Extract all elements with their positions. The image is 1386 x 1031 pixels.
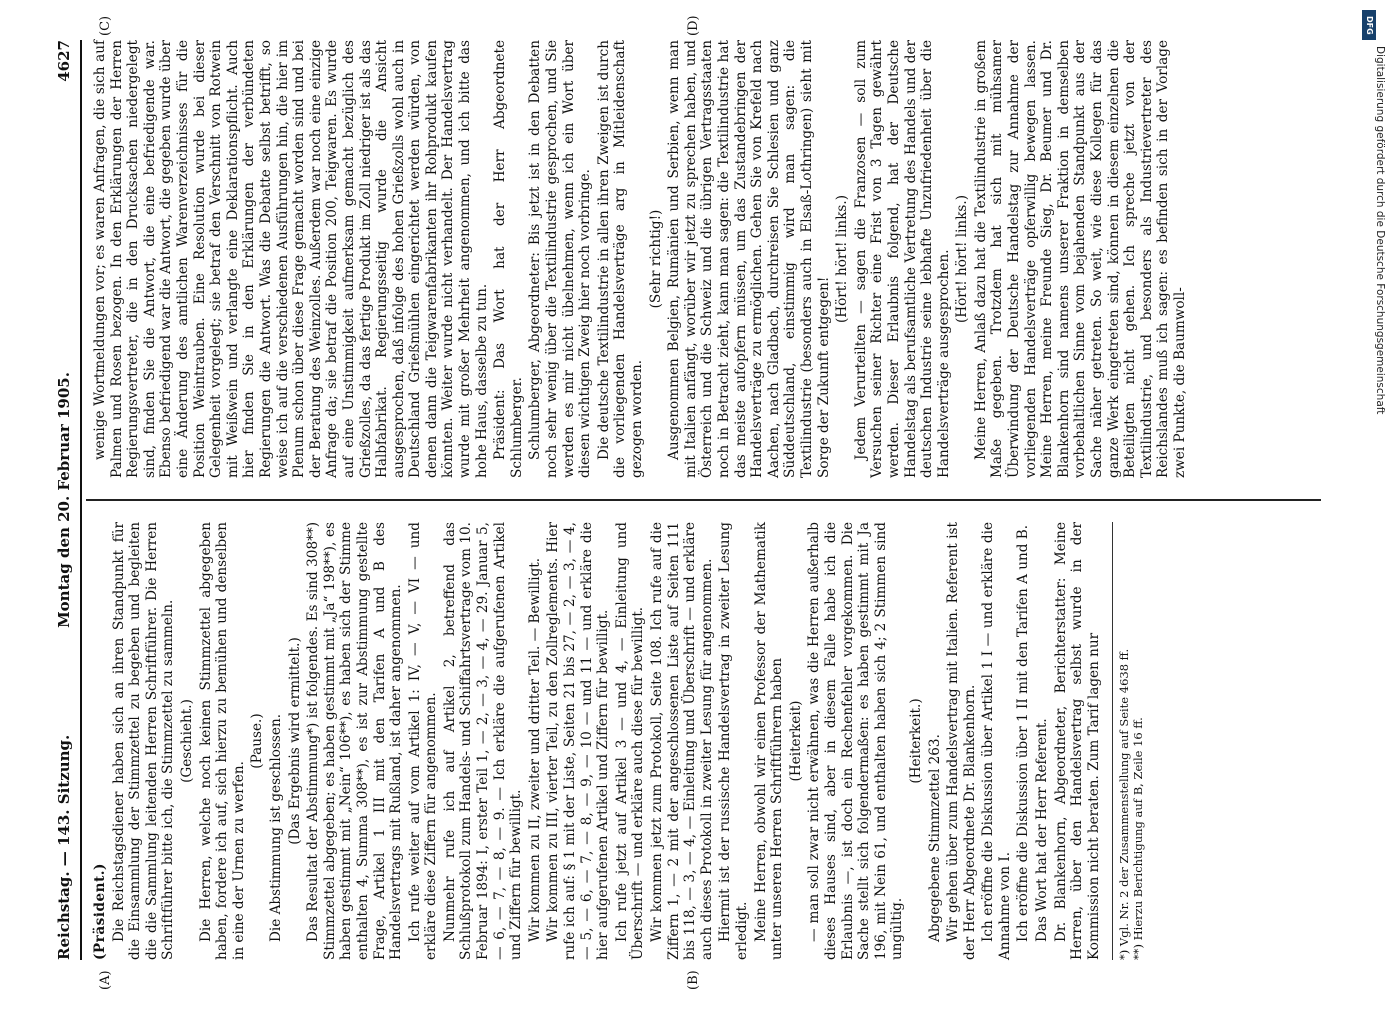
paragraph: (Hört! hört! links.) xyxy=(834,194,851,324)
running-header xyxy=(46,40,82,960)
dfg-credit-text: Digitalisierung gefördert durch die Deutsche Forschungsgemeinschaft xyxy=(1374,46,1386,415)
paragraph: (Sehr richtig!) xyxy=(647,209,664,309)
paragraph: wenige Wortmeldungen vor; es waren Anfragen, die sich auf Palmen und Rosen bezogen. In den Erklärungen der Herren Regierungsvertreter, die in den Drucksachen niedergelegt sind, finden Sie die Antwort, die eine befriedigende war. Ebenso befriedigend war die Antwort, die gegeben wurde über eine Änderung des amtlichen Warenverzeichnisses für die Position Weintrauben. Eine Resolution wurde bei dieser Gelegenheit vorgelegt; sie betraf den Verschnitt von Rotwein mit Weißwein und verlangte eine Deklarationspflicht. Auch hier finden Sie in den Erklärungen der verbündeten Regierungen die Antwort. Was die Debatte selbst betrifft, so weise ich auf die verschiedenen Ausführungen hin, die hier im Plenum schon über diese Frage gemacht worden sind und bei der Beratung des Weinzolles. Außerdem war noch eine einzige Anfrage da; sie betraf die Position 200, Teigwaren. Es wurde auf eine Unstimmigkeit aufmerksam gemacht bezüglich des Grießzolles, da das fertige Produkt im Zoll niedriger ist als das Halbfabrikat. Regierungsseitig wurde die Ansicht ausgesprochen, daß infolge des hohen Grießzolls wohl auch in Deutschland Grießmühlen eingerichtet werden würden, von denen dann die Teigwarenfabrikanten ihr Rohprodukt kaufen könnten. Weiter wurde nicht verhandelt. Der Handelsvertrag wurde mit großer Mehrheit angenommen, und ich bitte das hohe Haus, dasselbe zu tun. xyxy=(92,40,490,478)
paragraph: (Geschieht.) xyxy=(178,699,195,783)
paragraph: (Pause.) xyxy=(249,713,266,769)
rotated-print-page xyxy=(46,15,1336,990)
dfg-logo: DFG xyxy=(1362,10,1376,40)
margin-marker-d: (D) xyxy=(686,15,701,36)
paragraph: Wir gehen über zum Handelsvertrag mit Italien. Referent ist der Herr Abgeordnete Dr. Blankenhorn. xyxy=(945,522,978,960)
paragraph: Ich eröffne die Diskussion über Artikel 1 I — und erkläre die Annahme von I. xyxy=(980,522,1013,960)
left-paragraphs xyxy=(111,522,1103,960)
paragraph: (Hört! hört! links.) xyxy=(954,194,971,324)
column-divider xyxy=(86,499,1321,501)
page-number: 4627 xyxy=(55,40,73,82)
paragraph: (Heiterkeit.) xyxy=(907,698,924,784)
paragraph: Ausgenommen Belgien, Rumänien und Serbien, wenn man mit Italien anfängt, worüber wir jetzt zu sprechen haben, und Österreich und die Schweiz und die übrigen Vertragsstaaten noch in Betracht zieht, kann man sagen: die Textilindustrie hat das meiste aufopfern müssen, um das Zustandebringen der Handelsverträge zu ermöglichen. Gehen Sie von Krefeld nach Aachen, nach Gladbach, durchreisen Sie Schlesien und ganz Süddeutschland, einstimmig wird man sagen: die Textilindustrie (besonders auch in Elsaß-Lothringen) sieht mit Sorge der Zukunft entgegen! xyxy=(666,40,832,478)
paragraph: Ich rufe jetzt auf Artikel 3 — und 4, — Einleitung und Überschrift — und erkläre auch diese für bewilligt. xyxy=(613,522,647,960)
margin-marker-a: (A) xyxy=(98,970,113,990)
paragraph: — man soll zwar nicht erwähnen, was die Herren außerhalb dieses Hauses sind, aber in diesem Falle habe ich die Erlaubnis —, ist doch ein Rechenfehler vorgekommen. Die Sache stellt sich folgendermaßen: es haben gestimmt mit Ja 196, mit Nein 61, und enthalten haben sich 4; 2 Stimmen sind ungültig. xyxy=(806,522,906,960)
right-paragraphs xyxy=(92,40,1189,478)
paragraph: Das Wort hat der Herr Referent. xyxy=(1034,718,1051,942)
paragraph: Wir kommen jetzt zum Protokoll, Seite 108. Ich rufe auf die Ziffern 1, — 2 mit der angeschlossenen Liste auf Seiten 111 bis 118, — 3, — 4, — Einleitung und Überschrift — und erkläre auch dieses Protokoll in zweiter Lesung für angenommen. xyxy=(649,522,715,960)
paragraph: Dr. Blankenhorn, Abgeordneter, Berichterstatter: Meine Herren, über den Handelsvertrag selbst wurde in der Kommission nicht beraten. Zum Tarif lagen nur xyxy=(1052,522,1102,960)
speaker-line: (Präsident.) xyxy=(92,863,108,960)
paragraph: Das Resultat der Abstimmung*) ist folgendes. Es sind 308**) Stimmzettel abgegeben; es haben gestimmt mit „Ja“ 198**), es haben gestimmt mit „Nein“ 106**), es haben sich der Stimme enthalten 4, Summa 308**), es ist zur Abstimmung gestellte Frage, Artikel 1 III mit den Tarifen A und B des Handelsvertrags mit Rußland, ist daher angenommen. xyxy=(305,522,405,960)
left-column xyxy=(92,522,1317,960)
paragraph: Wir kommen zu III, vierter Teil, zu den Zollreglements. Hier rufe ich auf: § 1 mit der Liste, Seiten 21 bis 27, — 2, — 3, — 4, — 5, — 6, — 7, — 8, — 9, — 10 — und 11 — und erkläre die hier aufgerufenen Artikel und Ziffern für bewilligt. xyxy=(545,522,612,960)
margin-marker-b: (B) xyxy=(686,970,701,990)
paragraph: Schlumberger, Abgeordneter: Bis jetzt ist in den Debatten noch sehr wenig über die Textilindustrie gesprochen, und Sie werden es mir nicht übelnehmen, wenn ich ein Wort über diesen wichtigen Zweig hier noch vorbringe. xyxy=(527,40,594,478)
dfg-sidebar xyxy=(1360,6,1386,991)
paragraph: Abgegebene Stimmzettel 263. xyxy=(926,734,943,942)
header-left: Reichstag. — 143. Sitzung. xyxy=(55,734,73,960)
paragraph: Ich eröffne die Diskussion über 1 II mit den Tarifen A und B. xyxy=(1015,524,1032,942)
paragraph: (Heiterkeit) xyxy=(787,700,804,782)
paragraph: Präsident: Das Wort hat der Herr Abgeordnete Schlumberger. xyxy=(492,40,525,478)
footnote-1: *) Vgl. Nr. 2 der Zusammenstellung auf Seite 4638 ff. xyxy=(1117,648,1132,960)
paragraph: Die Reichstagsdiener haben sich an ihren Standpunkt für die Einsammlung der Stimmzettel zu begeben und begleiten die die Sammlung leitenden Herren Schriftführer. Die Herren Schriftführer bitte ich, die Stimmzettel zu sammeln. xyxy=(110,522,177,960)
right-column xyxy=(92,40,1317,478)
paragraph: Nunmehr rufe ich auf Artikel 2, betreffend das Schlußprotokoll zum Handels- und Schiffahrtsvertrage vom 10. Februar 1894: I, erster Teil 1, — 2, — 3, — 4, — 29. Januar 5, — 6, — 7, — 8, — 9. — Ich erkläre die aufgerufenen Artikel und Ziffern für bewilligt. xyxy=(441,522,525,960)
footnotes xyxy=(1112,522,1145,960)
paragraph: Ich rufe weiter auf vom Artikel 1: IV, — V, — VI — und erkläre diese Ziffern für angenommen. xyxy=(406,522,440,960)
paragraph: (Das Ergebnis wird ermittelt.) xyxy=(286,637,303,845)
paragraph: Hiermit ist der russische Handelsvertrag in zweiter Lesung erledigt. xyxy=(717,522,750,960)
paragraph: Meine Herren, Anlaß dazu hat die Textilindustrie in großem Maße gegeben. Trotzdem hat sich mit mühsamer Überwindung der Deutsche Handelstag zur Annahme der vorliegenden Handelsverträge opferwillig bewegen lassen. Meine Herren, meine Freunde Sieg, Dr. Beumer und Dr. Blankenhorn sind namens unserer Fraktion in demselben vorbehaltlichen Sinne vom bejahenden Standpunkt aus der Sache näher getreten. So weit, wie diese Kollegen für das ganze Werk eingetreten sind, können in diesem einzelnen die Beteiligten nicht gehen. Ich spreche jetzt von der Textilindustrie, und besonders als Industrievertreter des Reichslandes muß ich sagen: es befinden sich in der Vorlage zwei Punkte, die Baumwoll- xyxy=(972,40,1188,478)
paragraph: Die deutsche Textilindustrie in allen ihren Zweigen ist durch die vorliegenden Handelsverträge arg in Mitleidenschaft gezogen worden. xyxy=(595,40,645,478)
paragraph: Wir kommen zu II, zweiter und dritter Teil. — Bewilligt. xyxy=(526,557,543,942)
footnote-2: **) Hierzu Berichtigung auf B, Zeile 16 ff. xyxy=(1131,717,1146,960)
paragraph: Meine Herren, obwohl wir einen Professor der Mathematik unter unseren Herren Schriftführern haben xyxy=(752,522,786,960)
paragraph: Die Abstimmung ist geschlossen. xyxy=(267,713,284,942)
header-center: Montag den 20. Februar 1905. xyxy=(55,372,73,628)
margin-marker-c: (C) xyxy=(98,15,113,36)
paragraph: Die Herren, welche noch keinen Stimmzettel abgegeben haben, fordere ich auf, sich hierzu zu bemühen und denselben in eine der Urnen zu werfen. xyxy=(197,522,247,960)
paragraph: Jedem Verurteilten — sagen die Franzosen — soll zum Versuchen seiner Richter eine Frist von 3 Tagen gewährt werden. Dieser Erlaubnis folgend, hat der Deutsche Handelstag als berufsamtliche Vertretung des Handels und der deutschen Industrie seine lebhafte Unzufriedenheit über die Handelsverträge ausgesprochen. xyxy=(852,40,952,478)
